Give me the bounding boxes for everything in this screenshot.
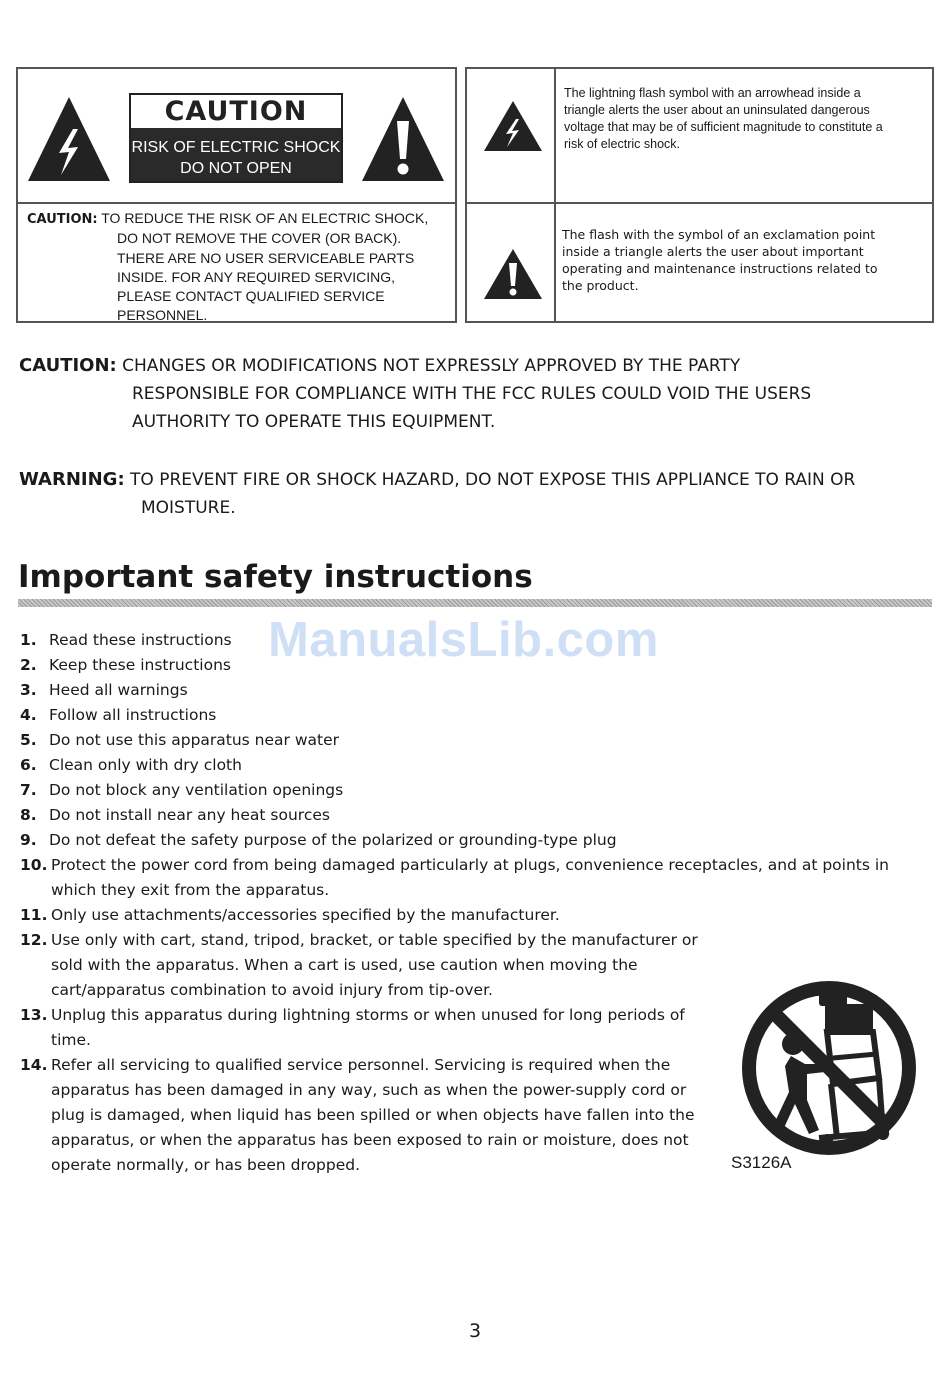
lightning-desc-line: triangle alerts the user about an uninsulated dangerous bbox=[564, 103, 870, 117]
list-item bbox=[20, 753, 900, 778]
caution-caption bbox=[27, 209, 452, 326]
list-item-number: 7. bbox=[20, 781, 37, 799]
cart-tip-over-warning-icon bbox=[733, 980, 931, 1160]
lightning-desc-line: risk of electric shock. bbox=[564, 137, 681, 151]
list-item bbox=[20, 728, 900, 753]
warning-notice bbox=[19, 466, 855, 522]
caution-plate-line1: RISK OF ELECTRIC SHOCK bbox=[131, 139, 341, 156]
list-item bbox=[20, 828, 900, 853]
section-heading: Important safety instructions bbox=[18, 559, 533, 595]
caption-line6: PERSONNEL. bbox=[117, 307, 208, 324]
symbol-explanation-box bbox=[465, 67, 934, 323]
caution-label-box bbox=[16, 67, 457, 323]
exclamation-desc-line: operating and maintenance instructions related to bbox=[562, 261, 878, 276]
lightning-warning-icon bbox=[26, 95, 112, 183]
list-item-number: 14. bbox=[20, 1056, 48, 1074]
list-item-text: time. bbox=[51, 1031, 91, 1049]
caution-line3: AUTHORITY TO OPERATE THIS EQUIPMENT. bbox=[132, 412, 496, 432]
list-item-text: Protect the power cord from being damaged particularly at plugs, convenience receptacles, and at points in bbox=[51, 856, 890, 874]
illustration-code: S3126A bbox=[731, 1153, 792, 1172]
caption-line3: THERE ARE NO USER SERVICEABLE PARTS bbox=[117, 249, 415, 266]
caution-plate-line2: DO NOT OPEN bbox=[180, 160, 292, 177]
warning-line1: TO PREVENT FIRE OR SHOCK HAZARD, DO NOT EXPOSE THIS APPLIANCE TO RAIN OR bbox=[130, 470, 856, 490]
list-item-text: apparatus has been damaged in any way, such as when the power-supply cord or bbox=[51, 1081, 687, 1099]
list-item-text: Keep these instructions bbox=[49, 656, 231, 674]
list-item bbox=[20, 678, 900, 703]
exclamation-symbol-icon bbox=[482, 247, 544, 301]
list-item-text: Unplug this apparatus during lightning storms or when unused for long periods of bbox=[51, 1006, 685, 1024]
list-item-number: 11. bbox=[20, 906, 48, 924]
list-item-text: Clean only with dry cloth bbox=[49, 756, 242, 774]
list-item-text: apparatus, or when the apparatus has been exposed to rain or moisture, does not bbox=[51, 1131, 689, 1149]
caption-lead: CAUTION: bbox=[27, 212, 98, 227]
list-item bbox=[20, 628, 900, 653]
fcc-caution-notice bbox=[19, 352, 811, 436]
exclamation-warning-icon bbox=[360, 95, 446, 183]
list-item-text: Read these instructions bbox=[49, 631, 232, 649]
list-item-text: operate normally, or has been dropped. bbox=[51, 1156, 361, 1174]
list-item-number: 9. bbox=[20, 831, 37, 849]
list-item-number: 2. bbox=[20, 656, 37, 674]
list-item-text: Heed all warnings bbox=[49, 681, 188, 699]
warning-line2: MOISTURE. bbox=[141, 498, 236, 518]
caution-line2: RESPONSIBLE FOR COMPLIANCE WITH THE FCC RULES COULD VOID THE USERS bbox=[132, 384, 812, 404]
list-item bbox=[20, 778, 900, 803]
list-item-text: Do not use this apparatus near water bbox=[49, 731, 339, 749]
list-item-text: Refer all servicing to qualified service personnel. Servicing is required when the bbox=[51, 1056, 671, 1074]
list-item-number: 4. bbox=[20, 706, 37, 724]
heading-rule bbox=[18, 599, 932, 607]
list-item-text: plug is damaged, when liquid has been spilled or when objects have fallen into the bbox=[51, 1106, 695, 1124]
lightning-desc-line: voltage that may be of sufficient magnitude to constitute a bbox=[564, 120, 883, 134]
caution-line1: CHANGES OR MODIFICATIONS NOT EXPRESSLY APPROVED BY THE PARTY bbox=[122, 356, 741, 376]
warning-label: WARNING: bbox=[19, 469, 125, 490]
caption-line4: INSIDE. FOR ANY REQUIRED SERVICING, bbox=[117, 268, 395, 285]
caption-line1: TO REDUCE THE RISK OF AN ELECTRIC SHOCK, bbox=[101, 210, 429, 226]
list-item-number: 12. bbox=[20, 931, 48, 949]
list-item bbox=[20, 853, 900, 903]
list-item-text: cart/apparatus combination to avoid injury from tip-over. bbox=[51, 981, 493, 999]
lightning-symbol-icon bbox=[482, 99, 544, 153]
list-item-text: Do not block any ventilation openings bbox=[49, 781, 344, 799]
caution-plate bbox=[129, 93, 343, 183]
box-column-divider bbox=[554, 69, 556, 321]
lightning-desc-line: The lightning flash symbol with an arrowhead inside a bbox=[564, 86, 861, 100]
lightning-description bbox=[564, 85, 929, 153]
caption-line2: DO NOT REMOVE THE COVER (OR BACK). bbox=[117, 230, 402, 247]
list-item-text: Only use attachments/accessories specified by the manufacturer. bbox=[51, 906, 560, 924]
list-item bbox=[20, 903, 900, 928]
exclamation-desc-line: inside a triangle alerts the user about important bbox=[562, 244, 864, 259]
caution-label: CAUTION: bbox=[19, 355, 117, 376]
list-item-number: 3. bbox=[20, 681, 37, 699]
list-item-text: Do not install near any heat sources bbox=[49, 806, 330, 824]
list-item-number: 8. bbox=[20, 806, 37, 824]
list-item bbox=[20, 803, 900, 828]
box-row-divider bbox=[467, 202, 932, 204]
page-number: 3 bbox=[468, 1320, 482, 1342]
list-item-number: 10. bbox=[20, 856, 48, 874]
exclamation-desc-line: the product. bbox=[562, 278, 639, 293]
list-item bbox=[20, 653, 900, 678]
caution-plate-title: CAUTION bbox=[131, 95, 341, 128]
watermark: ManualsLib.com bbox=[268, 613, 659, 667]
list-item-text: sold with the apparatus. When a cart is used, use caution when moving the bbox=[51, 956, 638, 974]
list-item-number: 6. bbox=[20, 756, 37, 774]
list-item-number: 1. bbox=[20, 631, 37, 649]
caption-line5: PLEASE CONTACT QUALIFIED SERVICE bbox=[117, 288, 385, 305]
list-item-text: Follow all instructions bbox=[49, 706, 217, 724]
list-item-number: 13. bbox=[20, 1006, 48, 1024]
exclamation-description bbox=[562, 226, 927, 294]
list-item-text: Do not defeat the safety purpose of the polarized or grounding-type plug bbox=[49, 831, 617, 849]
list-item-number: 5. bbox=[20, 731, 37, 749]
list-item bbox=[20, 703, 900, 728]
list-item-text: which they exit from the apparatus. bbox=[51, 881, 330, 899]
list-item-text: Use only with cart, stand, tripod, bracket, or table specified by the manufacturer or bbox=[51, 931, 698, 949]
caution-plate-body bbox=[131, 128, 341, 181]
exclamation-desc-line: The flash with the symbol of an exclamation point bbox=[562, 227, 876, 242]
box-divider bbox=[18, 202, 455, 204]
